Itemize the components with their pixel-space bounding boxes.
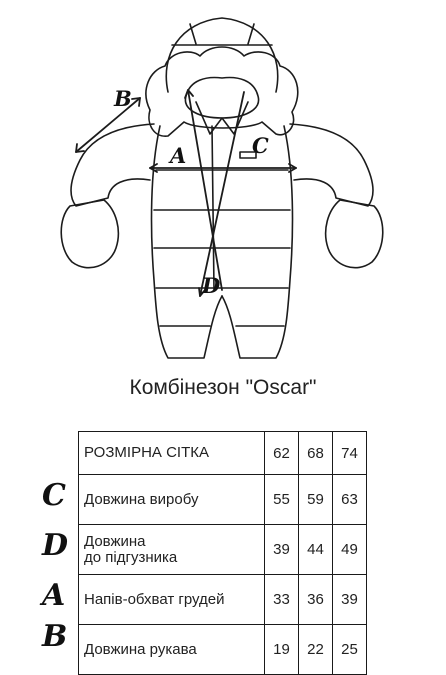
row-value: 22 — [299, 625, 333, 675]
product-title: Комбінезон "Oscar" — [129, 376, 317, 399]
table-row — [79, 575, 367, 625]
zipper — [212, 126, 214, 290]
table-header-label: РОЗМІРНА СІТКА — [79, 432, 265, 475]
table-header-row — [79, 432, 367, 475]
mitten-left — [61, 200, 118, 268]
row-value: 63 — [333, 475, 367, 525]
table-row — [79, 525, 367, 575]
row-label: Довжина виробу — [79, 475, 265, 525]
row-value: 33 — [265, 575, 299, 625]
row-label: Довжина до підгузника — [79, 525, 265, 575]
row-value: 49 — [333, 525, 367, 575]
row-value: 36 — [299, 575, 333, 625]
mitten-right — [326, 200, 383, 268]
row-letter-a: A — [42, 578, 66, 613]
label-c: C — [252, 133, 269, 158]
size-header: 62 — [265, 432, 299, 475]
fur-trim — [146, 47, 298, 136]
row-value: 59 — [299, 475, 333, 525]
fur-inner — [185, 78, 258, 118]
label-d: D — [202, 273, 221, 298]
row-letter-d: D — [42, 528, 69, 563]
row-label: Напів-обхват грудей — [79, 575, 265, 625]
size-chart-table — [78, 431, 367, 675]
arrow-c — [188, 90, 222, 290]
body-right — [222, 126, 292, 358]
label-b: B — [114, 86, 132, 111]
row-label: Довжина рукава — [79, 625, 265, 675]
label-a: A — [170, 143, 187, 168]
table-row — [79, 475, 367, 525]
arrow-d — [200, 92, 244, 296]
row-value: 55 — [265, 475, 299, 525]
size-header: 74 — [333, 432, 367, 475]
row-value: 25 — [333, 625, 367, 675]
row-value: 39 — [265, 525, 299, 575]
sleeve-right — [290, 124, 373, 206]
row-value: 19 — [265, 625, 299, 675]
size-header: 68 — [299, 432, 333, 475]
hood-outline — [166, 18, 277, 92]
table-row — [79, 625, 367, 675]
hood-seam-2 — [190, 24, 254, 44]
row-letter-b: B — [42, 619, 68, 654]
row-value: 39 — [333, 575, 367, 625]
row-value: 44 — [299, 525, 333, 575]
sleeve-left — [71, 124, 154, 206]
row-letter-c: C — [42, 478, 66, 513]
